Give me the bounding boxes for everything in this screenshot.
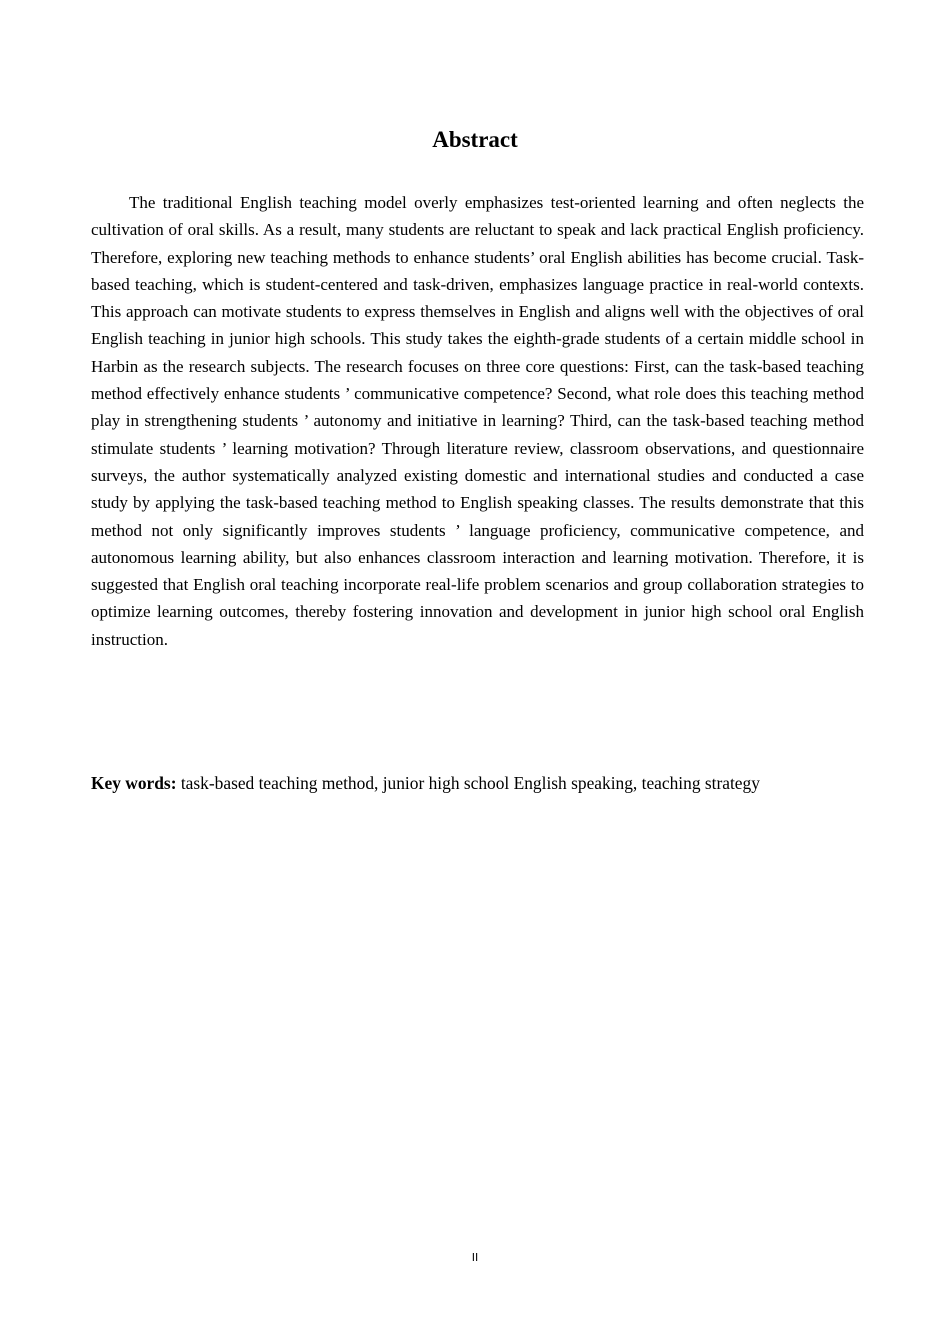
keywords-text: task-based teaching method, junior high school English speaking, teaching strategy xyxy=(176,773,760,793)
page-number: II xyxy=(471,1251,479,1264)
abstract-paragraph: The traditional English teaching model overly emphasizes test-oriented learning and often neglects the cultivation of oral skills. As a result, many students are reluctant to speak and lack practical English proficiency. Therefore, exploring new teaching methods to enhance students’ oral English abilities has become crucial. Task-based teaching, which is student-centered and task-driven, emphasizes language practice in real-world contexts. This approach can motivate students to express themselves in English and aligns well with the objectives of oral English teaching in junior high schools. This study takes the eighth-grade students of a certain middle school in Harbin as the research subjects. The research focuses on three core questions: First, can the task-based teaching method effectively enhance students ’ communicative competence? Second, what role does this teaching method play in strengthening students ’ autonomy and initiative in learning? Third, can the task-based teaching method stimulate students ’ learning motivation? Through literature review, classroom observations, and questionnaire surveys, the author systematically analyzed existing domestic and international studies and conducted a case study by applying the task-based teaching method to English speaking classes. The results demonstrate that this method not only significantly improves students ’ language proficiency, communicative competence, and autonomous learning ability, but also enhances classroom interaction and learning motivation. Therefore, it is suggested that English oral teaching incorporate real-life problem scenarios and group collaboration strategies to optimize learning outcomes, thereby fostering innovation and development in junior high school oral English instruction. xyxy=(91,193,864,649)
keywords-line xyxy=(91,770,891,797)
abstract-title: Abstract xyxy=(432,127,518,152)
keywords-label: Key words: xyxy=(91,773,177,793)
